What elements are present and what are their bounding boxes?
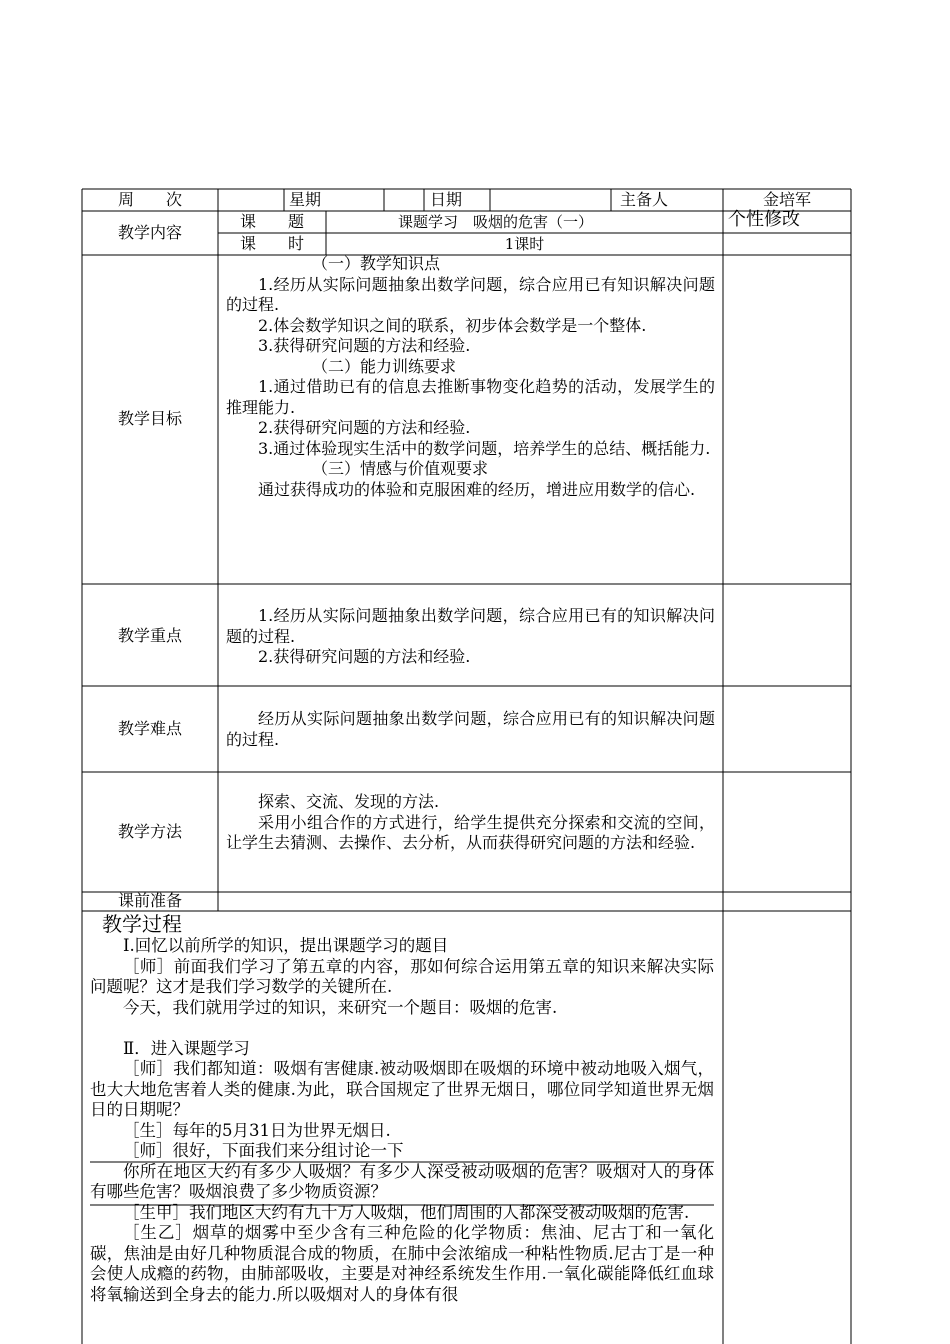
process-paragraph: 你所在地区大约有多少人吸烟？有多少人深受被动吸烟的危害？吸烟对人的身体有哪些危害？吸烟浪费了多少物质资源？ <box>90 1161 714 1201</box>
period-label: 课 时 <box>239 234 304 253</box>
weekday-label: 星期 <box>289 190 322 209</box>
objectives-label: 教学目标 <box>117 409 182 428</box>
objectives-line: 2.体会数学知识之间的联系，初步体会数学是一个整体. <box>258 315 647 335</box>
methods-line: 探索、交流、发现的方法. <box>258 792 440 811</box>
difficulties-label: 教学难点 <box>117 719 182 738</box>
objectives-line: 3.通过体验现实生活中的数学问题，培养学生的总结、概括能力. <box>258 438 711 458</box>
objectives-heading-1: （一）教学知识点 <box>312 254 441 273</box>
key-points-line: 1.经历从实际问题抽象出数学问题，综合应用已有的知识解决问题的过程. <box>226 606 715 646</box>
process-paragraph: Ⅱ．进入课题学习 <box>123 1038 250 1058</box>
content-label: 教学内容 <box>117 223 182 242</box>
key-points-label: 教学重点 <box>117 626 182 645</box>
week-label: 周 次 <box>117 190 182 209</box>
objectives-heading-2: （二）能力训练要求 <box>312 356 457 376</box>
process-paragraph: ［生甲］我们地区大约有九十万人吸烟，他们周围的人都深受被动吸烟的危害. <box>123 1202 690 1222</box>
objectives-line: 2.获得研究问题的方法和经验. <box>258 418 471 437</box>
process-paragraph: ［师］前面我们学习了第五章的内容，那如何综合运用第五章的知识来解决实际问题呢？这才是我们学习数学的关键所在. <box>90 956 714 996</box>
objectives-line: 3.获得研究问题的方法和经验. <box>258 336 471 355</box>
process-paragraph: 今天，我们就用学过的知识，来研究一个题目：吸烟的危害. <box>123 997 558 1017</box>
date-label: 日期 <box>430 190 463 209</box>
process-paragraph: Ⅰ.回忆以前所学的知识，提出课题学习的题目 <box>123 936 449 955</box>
revision-label: 个性修改 <box>728 209 800 230</box>
objectives-heading-3: （三）情感与价值观要求 <box>312 459 489 478</box>
objectives-line: 1.通过借助已有的信息去推断事物变化趋势的活动，发展学生的推理能力. <box>226 377 715 417</box>
key-points-text <box>226 606 715 668</box>
process-paragraph: ［师］很好，下面我们来分组讨论一下 <box>123 1141 404 1160</box>
objectives-line: 1.经历从实际问题抽象出数学问题，综合应用已有知识解决问题的过程. <box>226 274 715 314</box>
preparation-label: 课前准备 <box>117 891 182 910</box>
process-paragraph: ［师］我们都知道：吸烟有害健康.被动吸烟即在吸烟的环境中被动地吸入烟气，也大大地危害着人类的健康.为此，联合国规定了世界无烟日，哪位同学知道世界无烟日的日期呢？ <box>90 1059 714 1119</box>
process-paragraph: ［生］每年的5月31日为世界无烟日. <box>123 1120 391 1140</box>
methods-text <box>226 792 715 854</box>
topic-value: 课题学习 吸烟的危害（一） <box>398 213 594 231</box>
process-text <box>90 936 714 1305</box>
difficulties-line: 经历从实际问题抽象出数学问题，综合应用已有的知识解决问题的过程. <box>226 709 715 749</box>
process-paragraph: ［生乙］烟草的烟雾中至少含有三种危险的化学物质：焦油、尼古丁和一氧化碳，焦油是由好几种物质混合成的物质，在肺中会浓缩成一种粘性物质.尼古丁是一种会使人成瘾的药物，由肺部吸收，主要是对神经系统发生作用.一氧化碳能降低红血球将氧输送到全身去的能力.所以吸烟对人的身体有很 <box>90 1223 714 1304</box>
methods-label: 教学方法 <box>117 822 182 841</box>
objectives-text <box>226 254 715 500</box>
period-value: 1课时 <box>504 235 545 253</box>
methods-line: 采用小组合作的方式进行，给学生提供充分探索和交流的空间，让学生去猜测、去操作、去分析，从而获得研究问题的方法和经验. <box>226 812 715 852</box>
objectives-line: 通过获得成功的体验和克服困难的经历，增进应用数学的信心. <box>258 479 696 499</box>
topic-label: 课 题 <box>239 212 304 231</box>
key-points-line: 2.获得研究问题的方法和经验. <box>258 647 471 666</box>
difficulties-text <box>226 709 715 750</box>
preparer-label: 主备人 <box>620 190 669 209</box>
preparer-name: 金培军 <box>762 190 811 209</box>
process-title: 教学过程 <box>102 912 182 936</box>
process-spacer <box>90 1018 714 1039</box>
